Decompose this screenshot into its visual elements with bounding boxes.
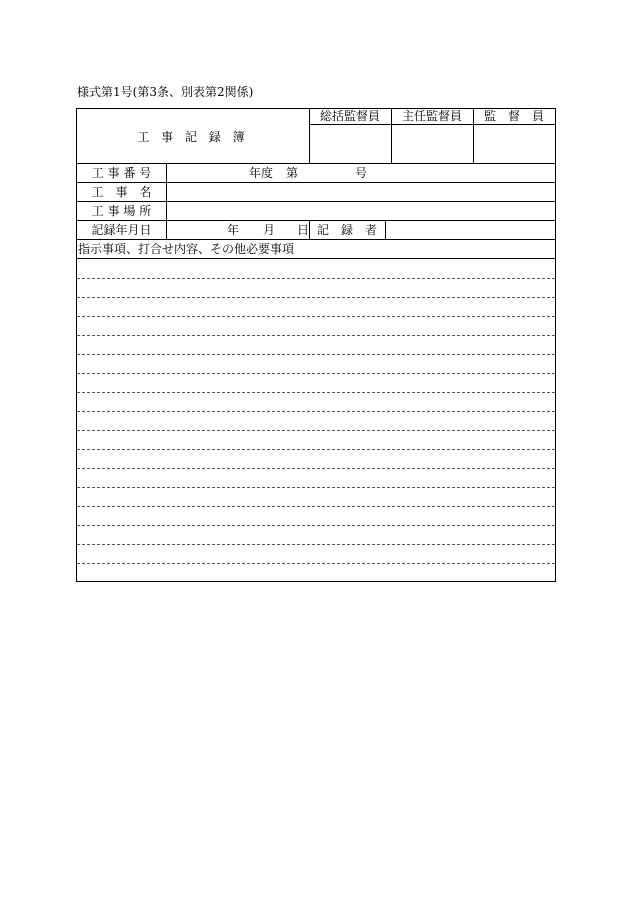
form-number-heading: 様式第1号(第3条、別表第2関係): [77, 85, 254, 99]
label-column-divider: [166, 163, 167, 240]
document-title: 工 事 記 録 簿: [137, 130, 249, 144]
notes-line: [77, 297, 555, 298]
project-number-field[interactable]: [167, 164, 555, 182]
notes-line: [77, 563, 555, 564]
general-supervisor-stamp-box[interactable]: [309, 125, 391, 164]
row-divider: [77, 182, 555, 183]
recorder-column-divider: [309, 220, 310, 240]
notes-line: [77, 468, 555, 469]
record-date-day-label: 日: [297, 223, 310, 237]
recorder-label: 記 録 者: [316, 223, 377, 237]
approver-column-divider: [309, 109, 310, 164]
approver-header-divider: [309, 124, 555, 125]
notes-line: [77, 392, 555, 393]
notes-line: [77, 316, 555, 317]
project-name-field[interactable]: [167, 183, 555, 201]
row-divider: [77, 220, 555, 221]
notes-line: [77, 506, 555, 507]
notes-line: [77, 411, 555, 412]
notes-line: [77, 544, 555, 545]
record-date-field[interactable]: [167, 221, 309, 239]
row-divider: [77, 239, 555, 240]
notes-line: [77, 430, 555, 431]
record-date-month-label: 月: [263, 223, 276, 237]
notes-line: [77, 335, 555, 336]
construction-record-form: [76, 108, 556, 582]
row-divider: [77, 201, 555, 202]
chief-supervisor-stamp-box[interactable]: [391, 125, 473, 164]
project-name-label: 工 事 名: [91, 185, 152, 199]
notes-line: [77, 278, 555, 279]
notes-line: [77, 373, 555, 374]
supervisor-label: 監 督 員: [483, 109, 544, 123]
approver-column-divider: [391, 109, 392, 164]
project-number-label: 工 事 番 号: [91, 166, 152, 180]
record-date-label: 記録年月日: [91, 223, 152, 237]
supervisor-stamp-box[interactable]: [473, 125, 555, 164]
chief-supervisor-label: 主任監督員: [401, 109, 462, 123]
general-supervisor-label: 総括監督員: [319, 109, 380, 123]
record-date-year-label: 年: [227, 223, 240, 237]
notes-line: [77, 449, 555, 450]
project-number-year-label: 年度: [249, 166, 274, 180]
approver-column-divider: [473, 109, 474, 164]
notes-header: 指示事項、打合せ内容、その他必要事項: [78, 242, 295, 256]
project-location-label: 工 事 場 所: [91, 204, 152, 218]
project-location-field[interactable]: [167, 202, 555, 220]
title-block-bottom-border: [77, 163, 555, 164]
recorder-field[interactable]: [386, 221, 555, 239]
project-number-no-label: 第: [286, 166, 299, 180]
notes-line: [77, 354, 555, 355]
notes-line: [77, 487, 555, 488]
notes-header-divider: [77, 258, 555, 259]
recorder-column-divider: [385, 220, 386, 240]
notes-area[interactable]: [77, 259, 555, 581]
project-number-suffix-label: 号: [355, 166, 368, 180]
notes-line: [77, 525, 555, 526]
